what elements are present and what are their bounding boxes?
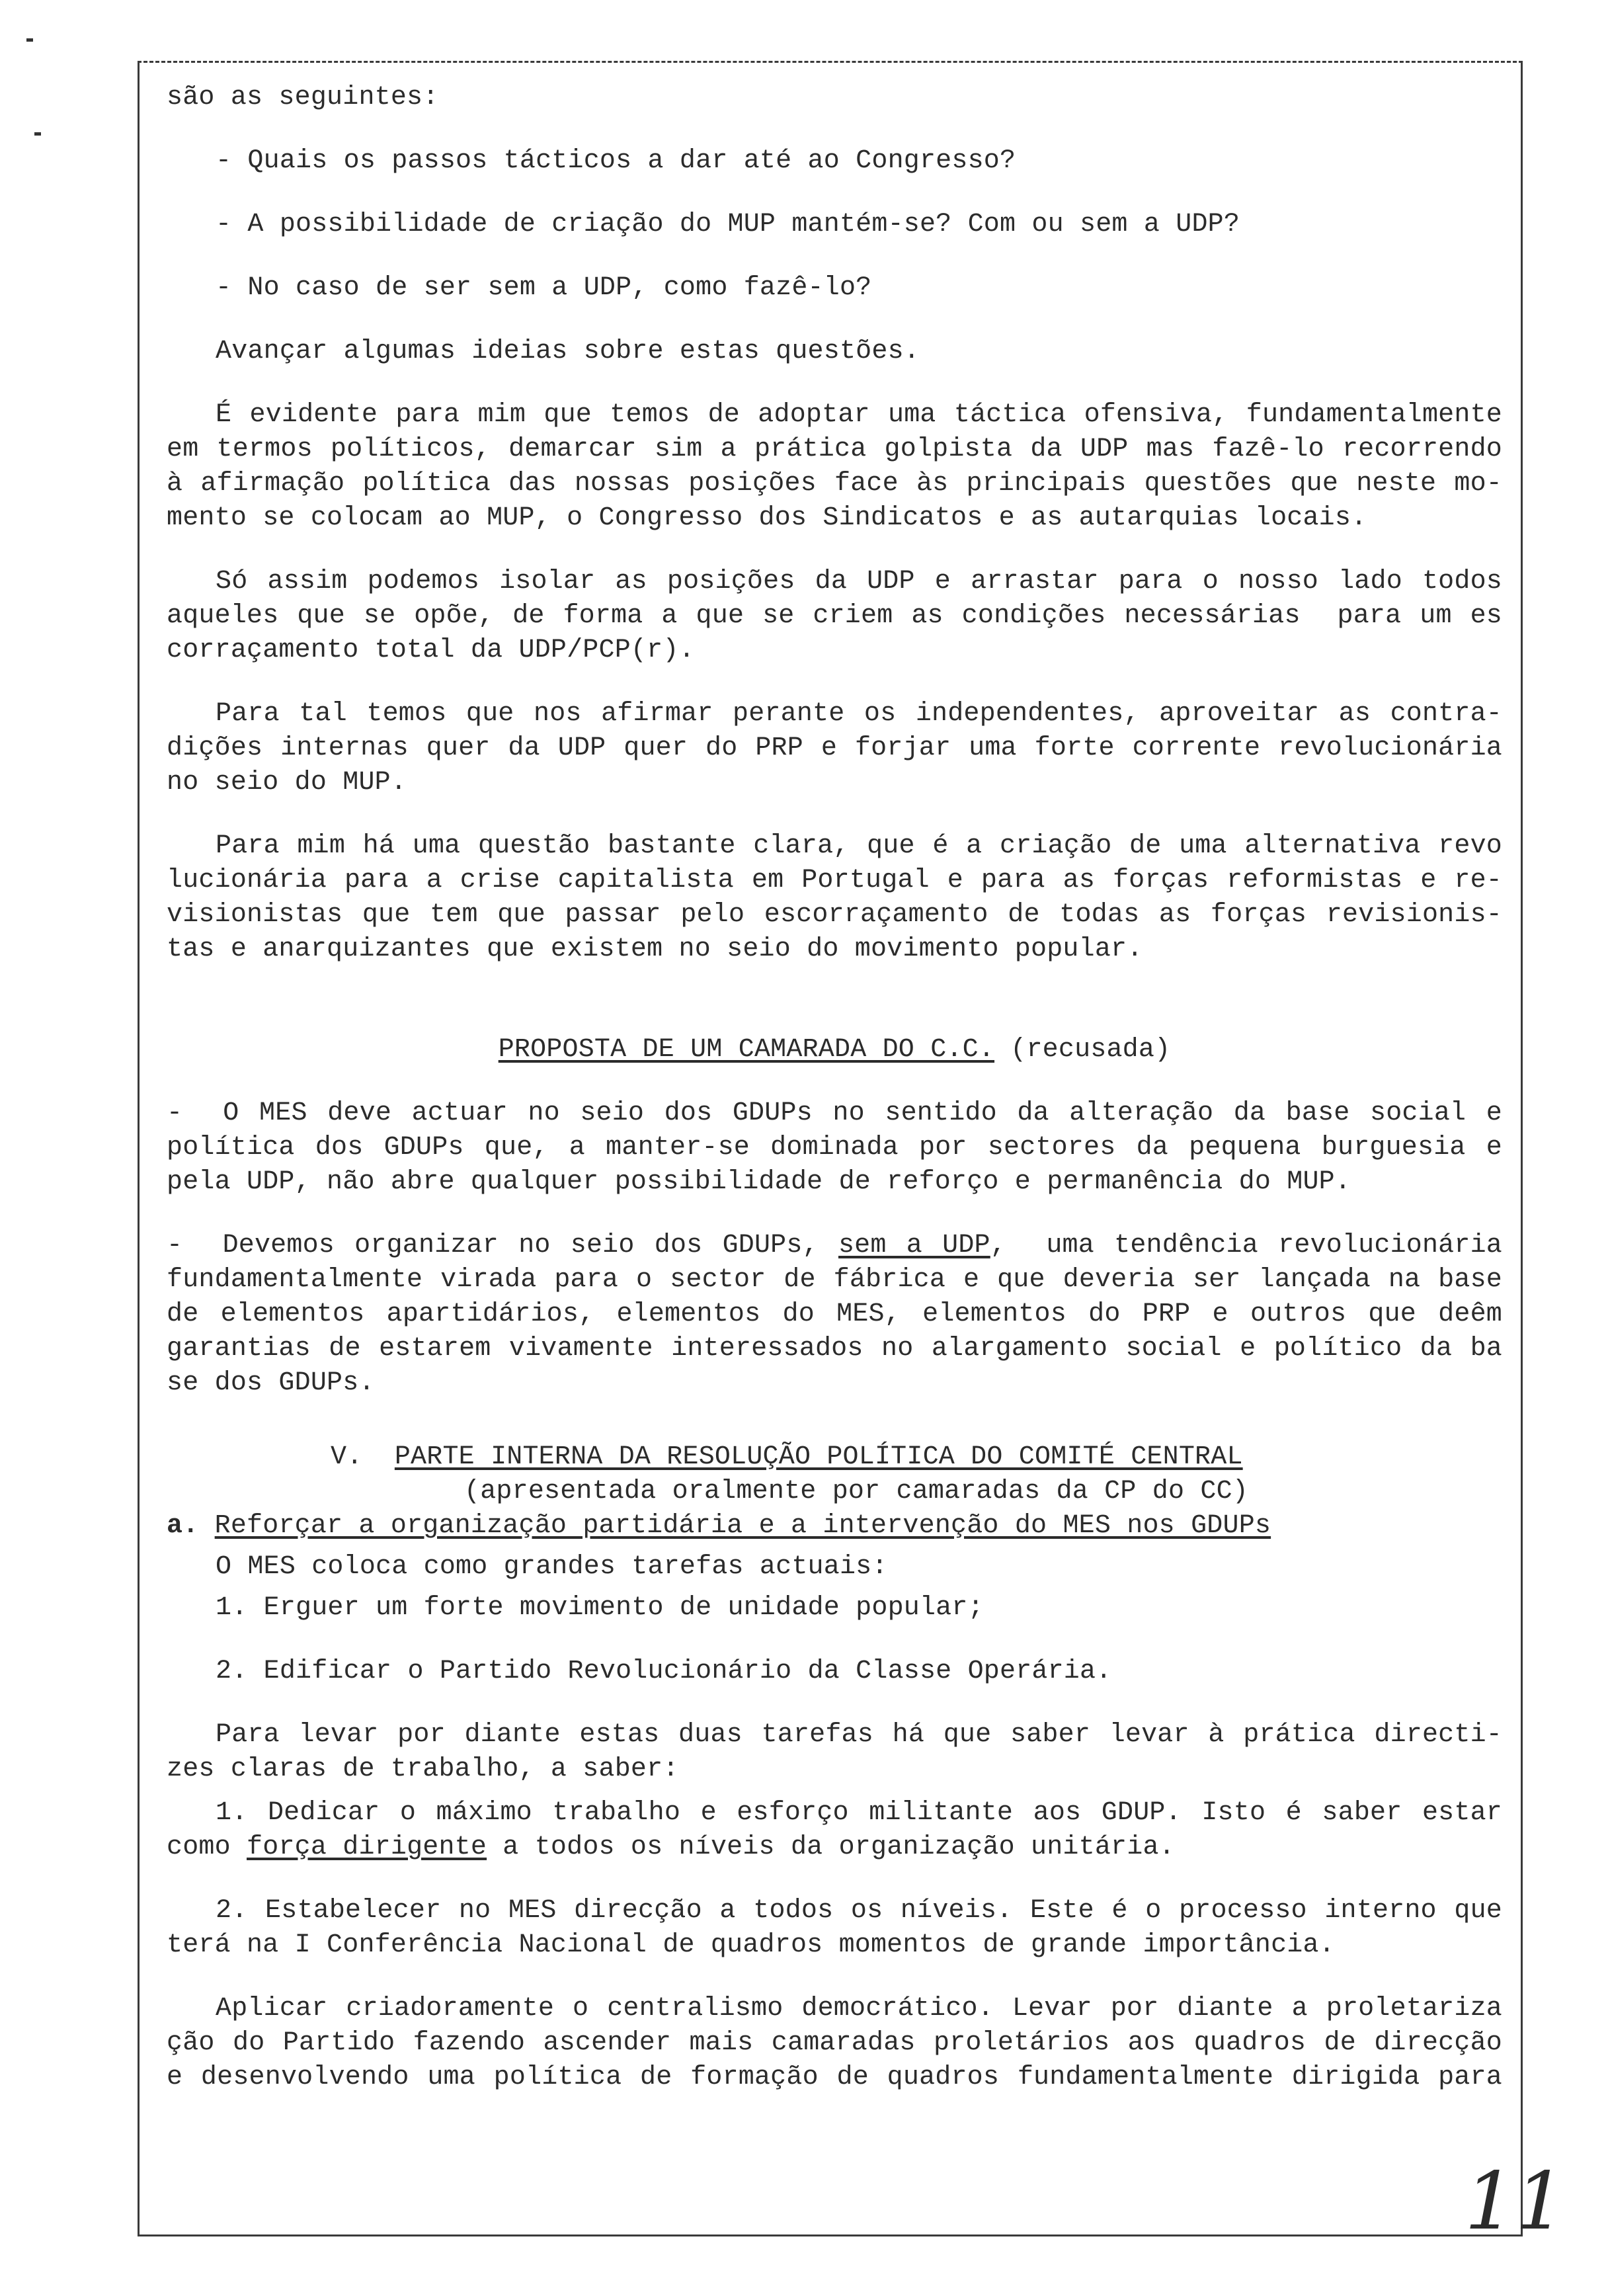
proposal-status: (recusada) [1010,1035,1171,1065]
paragraph-ideas: Avançar algumas ideias sobre estas questões. [216,337,920,366]
question-3: - No caso de ser sem a UDP, como fazê-lo? [216,273,872,303]
proposal-heading [167,1033,1502,1067]
paragraph-independents: Para tal temos que nos afirmar perante os independentes, aproveitar as contra- dições internas quer da UDP quer do PRP e forjar uma forte corrente revolucionária no seio do MUP. [167,699,1502,798]
margin-mark [34,132,41,136]
subsection-a-heading [167,1509,1502,1543]
proposal-item-2: - Devemos organizar no seio dos GDUPs, sem a UDP, uma tendência revolucionária fundamentalmente virada para o sector de fábrica e que deveria ser lançada na base de elementos apartidários, elementos do MES, elementos do PRP e outros que deêm garantias de estarem vivamente interessados no alargamento social e político da ba se dos GDUPs. [167,1231,1502,1398]
subsection-title: Reforçar a organização partidária e a intervenção do MES nos GDUPs [214,1511,1271,1541]
paragraph-final: Aplicar criadoramente o centralismo democrático. Levar por diante a proletariza ção do Partido fazendo ascender mais camaradas proletários aos quadros de direcção e desenvolvendo uma política de formação de quadros fundamentalmente dirigida para [167,1994,1502,2092]
subsection-label: a. [167,1511,199,1541]
underlined-phrase: força dirigente [247,1832,487,1862]
question-1: - Quais os passos tácticos a dar até ao Congresso? [216,146,1016,176]
section-title: PARTE INTERNA DA RESOLUÇÃO POLÍTICA DO COMITÉ CENTRAL [394,1442,1243,1472]
paragraph-tactics: É evidente para mim que temos de adoptar uma táctica ofensiva, fundamentalmente em termos políticos, demarcar sim a prática golpista da UDP mas fazê-lo recorrendo à afirmação política das nossas posições face às principais questões que neste mo- mento se colocam ao MUP, o Congresso dos Sindicatos e as autarquias locais. [167,400,1502,533]
paragraph-directives: Para levar por diante estas duas tarefas há que saber levar à prática directi- zes claras de trabalho, a saber: [167,1720,1502,1784]
question-2: - A possibilidade de criação do MUP mantém-se? Com ou sem a UDP? [216,210,1240,239]
underlined-phrase: sem a UDP [838,1231,990,1260]
page-content [167,81,1502,2095]
directive-2: 2. Estabelecer no MES direcção a todos os níveis. Este é o processo interno que terá na I Conferência Nacional de quadros momentos de grande importância. [167,1896,1502,1960]
section-heading [167,1440,1502,1475]
tasks-intro: O MES coloca como grandes tarefas actuais: [216,1552,888,1582]
proposal-title: PROPOSTA DE UM CAMARADA DO C.C. [498,1035,995,1065]
paragraph-isolate: Só assim podemos isolar as posições da UDP e arrastar para o nosso lado todos aqueles que se opõe, de forma a que se criem as condições necessárias para um es corraçamento total da UDP/PCP(r). [167,567,1502,665]
margin-mark [26,38,33,42]
paragraph-intro: são as seguintes: [167,83,439,112]
paragraph-alternative: Para mim há uma questão bastante clara, que é a criação de uma alternativa revo lucionária para a crise capitalista em Portugal e para as forças reformistas e re- visionistas que tem que passar pelo escorraçamento de todas as forças revisionis- tas e anarquizantes que existem no seio do movimento popular. [167,831,1502,964]
section-subtitle: (apresentada oralmente por camaradas da CP do CC) [464,1477,1248,1506]
task-1: 1. Erguer um forte movimento de unidade popular; [216,1593,984,1623]
page-number: 11 [1465,2156,1566,2248]
directive-1: 1. Dedicar o máximo trabalho e esforço militante aos GDUP. Isto é saber estar como força dirigente a todos os níveis da organização unitária. [167,1798,1502,1862]
task-2: 2. Edificar o Partido Revolucionário da Classe Operária. [216,1657,1112,1686]
proposal-item-1: - O MES deve actuar no seio dos GDUPs no sentido da alteração da base social e política dos GDUPs que, a manter-se dominada por sectores da pequena burguesia e pela UDP, não abre qualquer possibilidade de reforço e permanência do MUP. [167,1098,1502,1197]
section-numeral: V. [331,1442,363,1472]
